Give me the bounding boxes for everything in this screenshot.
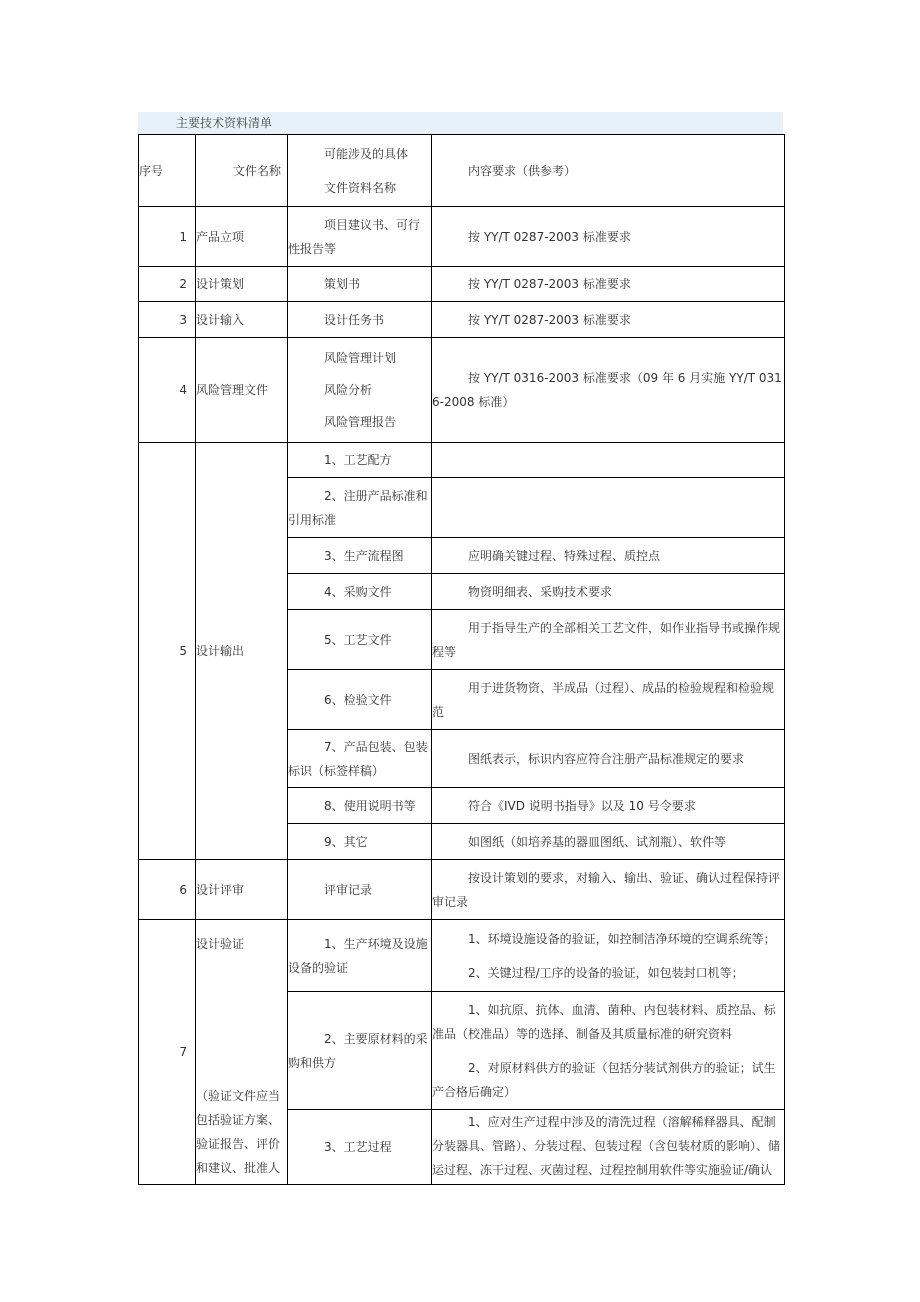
header-seq: 序号 [139,135,196,207]
verification-item-file: 1、生产环境及设施设备的验证 [288,920,432,992]
row-requirement: 按设计策划的要求，对输入、输出、验证、确认过程保持评审记录 [432,860,785,920]
verification-item-file: 2、主要原材料的采购和供方 [288,992,432,1110]
verification-name-cell [196,920,288,1185]
table-row [139,302,785,338]
output-item-requirement [432,443,785,478]
risk-file-report: 风险管理报告 [324,415,397,429]
requirement-paragraph: 1、应对生产过程中涉及的清洗过程（溶解稀释器具、配制分装器具、管路）、分装过程、包装过程（含包装材质的影响）、储运过程、冻干过程、灭菌过程、过程控制用软件等实施验证/确认 [432,1115,781,1177]
row-specific-files: 策划书 [288,267,432,302]
verification-note: （验证文件应当包括验证方案、验证报告、评价和建议、批准人 [196,1089,281,1175]
output-item-file: 4、采购文件 [288,574,432,610]
header-specific-files-line1: 可能涉及的具体 [324,146,409,161]
table-caption: 主要技术资料清单 [138,112,783,134]
row-number: 3 [139,302,196,338]
output-item-requirement: 图纸表示，标识内容应符合注册产品标准规定的要求 [432,730,785,788]
row-file-name: 设计策划 [196,267,288,302]
row-file-name: 设计输入 [196,302,288,338]
output-item-file: 7、产品包装、包装标识（标签样稿） [288,730,432,788]
output-item-file: 3、生产流程图 [288,538,432,574]
row-specific-files: 设计任务书 [288,302,432,338]
output-item-file: 8、使用说明书等 [288,788,432,824]
row-requirement: 按 YY/T 0287-2003 标准要求 [432,207,785,267]
row-number: 5 [139,443,196,860]
output-item-requirement: 物资明细表、采购技术要求 [432,574,785,610]
output-item-requirement: 用于进货物资、半成品（过程）、成品的检验规程和检验规范 [432,670,785,730]
row-number: 4 [139,338,196,443]
row-file-name: 设计评审 [196,860,288,920]
risk-file-plan: 风险管理计划 [324,351,397,365]
output-item-file: 1、工艺配方 [288,443,432,478]
table-row [139,267,785,302]
output-item-requirement: 如图纸（如培养基的器皿图纸、试剂瓶）、软件等 [432,824,785,860]
output-item-file: 2、注册产品标准和引用标准 [288,478,432,538]
row-file-name: 风险管理文件 [196,338,288,443]
output-item-requirement [432,478,785,538]
row-number: 6 [139,860,196,920]
row-number: 7 [139,920,196,1185]
verification-item-requirement [432,992,785,1110]
row-file-name: 设计输出 [196,443,288,860]
verification-item-file: 3、工艺过程 [288,1110,432,1185]
header-file-name: 文件名称 [196,135,288,207]
output-item-file: 6、检验文件 [288,670,432,730]
table-header-row [139,135,785,207]
technical-documents-table [138,134,785,1185]
table-row [139,860,785,920]
header-content-requirements: 内容要求（供参考） [432,135,785,207]
row-file-name: 产品立项 [196,207,288,267]
risk-file-analysis: 风险分析 [324,383,373,397]
requirement-paragraph: 1、环境设施设备的验证，如控制洁净环境的空调系统等； [468,931,776,946]
row-requirement: 按 YY/T 0287-2003 标准要求 [432,267,785,302]
output-item-requirement: 符合《IVD 说明书指导》以及 10 号令要求 [432,788,785,824]
verification-item-requirement [432,1110,785,1185]
table-row [139,443,785,478]
row-specific-files: 项目建议书、可行性报告等 [288,207,432,267]
requirement-paragraph: 2、关键过程/工序的设备的验证，如包装封口机等； [468,965,744,980]
requirement-paragraph: 2、对原材料供方的验证（包括分装试剂供方的验证；试生产合格后确定） [432,1060,776,1099]
header-specific-files [288,135,432,207]
row-requirement: 按 YY/T 0316-2003 标准要求（09 年 6 月实施 YY/T 0316-2008 标准） [432,338,785,443]
output-item-requirement: 应明确关键过程、特殊过程、质控点 [432,538,785,574]
table-row [139,920,785,992]
requirement-paragraph: 1、如抗原、抗体、血清、菌种、内包装材料、质控品、标准品（校准品）等的选择、制备及其质量标准的研究资料 [432,1002,776,1041]
output-item-requirement: 用于指导生产的全部相关工艺文件，如作业指导书或操作规程等 [432,610,785,670]
output-item-file: 5、工艺文件 [288,610,432,670]
table-row [139,207,785,267]
table-row [139,338,785,443]
verification-item-requirement [432,920,785,992]
header-specific-files-line2: 文件资料名称 [324,180,397,195]
row-file-name: 设计验证 [196,937,245,951]
row-specific-files: 评审记录 [288,860,432,920]
output-item-file: 9、其它 [288,824,432,860]
row-requirement: 按 YY/T 0287-2003 标准要求 [432,302,785,338]
row-number: 1 [139,207,196,267]
row-specific-files [288,338,432,443]
row-number: 2 [139,267,196,302]
